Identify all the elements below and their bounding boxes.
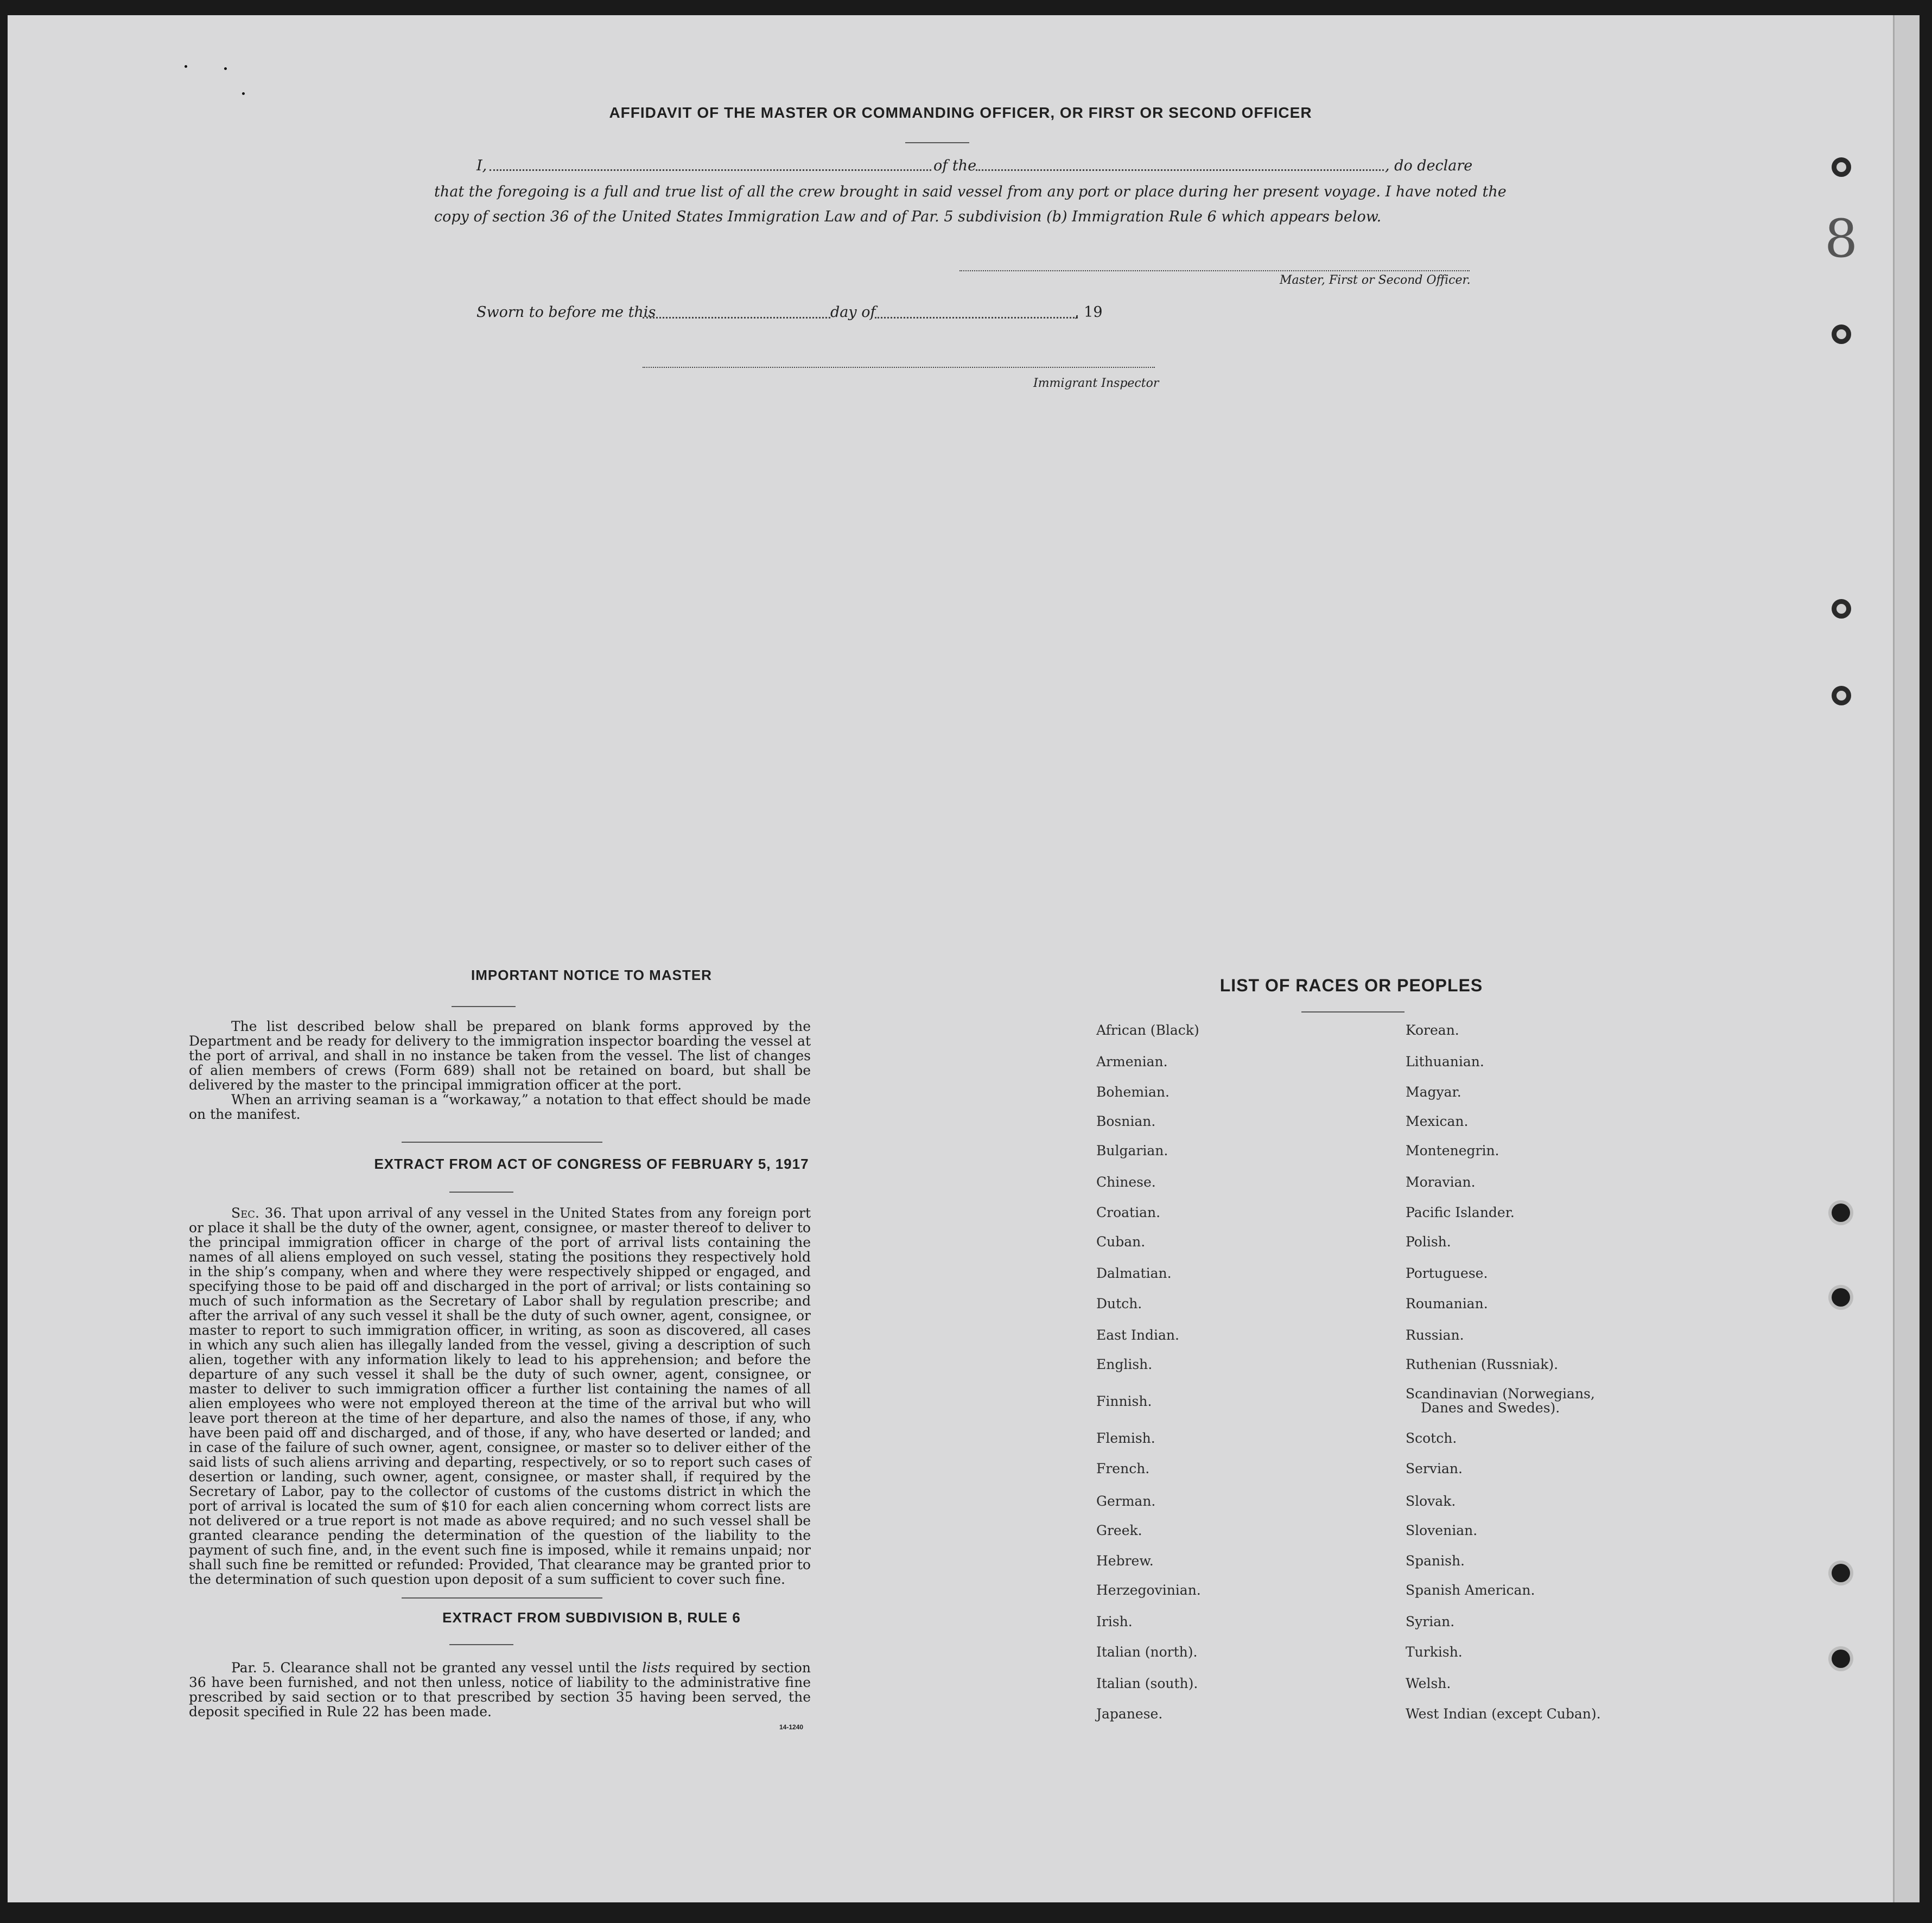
race-item: Italian (south). — [1096, 1676, 1198, 1691]
race-item-continued: Danes and Swedes). — [1421, 1400, 1560, 1416]
affidavit-title: AFFIDAVIT OF THE MASTER OR COMMANDING OFFICER, OR FIRST OR SECOND OFFICER — [609, 104, 1312, 121]
race-item: Russian. — [1406, 1327, 1464, 1343]
binder-hole — [1832, 686, 1851, 705]
binder-hole — [1832, 157, 1851, 177]
extract-rule-underline — [449, 1644, 513, 1645]
form-number: 14-1240 — [779, 1723, 804, 1731]
section-36-text: That upon arrival of any vessel in the United States from any foreign port or place it shall be the duty of the owner, agent, consignee, or master thereof to deliver to the principal immigration officer in charge of the port of arrival lists containing the names of all aliens employed on such vessel, stating the positions they respectively hold in the ship’s company, when and where they were respectively shipped or engaged, and specifying those to be paid off and discharged in the port of arrival; or lists containing so much of such information as the Secretary of Labor shall by regulation prescribe; and after the arrival of any such vessel it shall be the duty of such owner, agent, consignee, or master to report to such immigration officer, in writing, as soon as discovered, all cases in which any such alien has illegally landed from the vessel, giving a description of such alien, together with any information likely to lead to his apprehension; and before the departure of any such vessel it shall be the duty of such owner, agent, consignee, or master to deliver to such immigration officer a further list containing the names of all alien employees who were not employed thereon at the time of the arrival but who will leave port thereon at the time of her departure, and also the names of those, if any, who have been paid off and discharged, and of those, if any, who have deserted or landed; and in case of the failure of such owner, agent, consignee, or master so to deliver either of the said lists of such aliens arriving and departing, respectively, or so to report such cases of desertion or landing, such owner, agent, consignee, or master shall, if required by the Secretary of Labor, pay to the collector of customs of the customs district in which the port of arrival is located the sum of $10 for each alien concerning whom correct lists are not delivered or a true report is not made as above required; and no such vessel shall be granted clearance pending the determination of the question of the liability to the payment of such fine, and, in the event such fine is imposed, while it remains unpaid; nor shall such fine be remitted or refunded: Provided, That clearance may be granted prior to the determination of such question upon deposit of a sum sufficient to cover such fine. — [189, 1205, 811, 1587]
race-item: Armenian. — [1096, 1054, 1168, 1069]
binder-hole — [1832, 1650, 1850, 1668]
inspector-line — [643, 367, 1155, 368]
notice-paragraph-1: The list described below shall be prepared on blank forms approved by the Department and be ready for delivery to the immigration inspector boarding the vessel at the port of arrival, and shall in no instance be taken from the vessel. The list of changes of alien members of crews (Form 689) shall not be retained on board, but shall be delivered by the master to the principal immigration officer at the port. — [189, 1018, 811, 1093]
race-item: Japanese. — [1096, 1706, 1163, 1722]
title-underline — [905, 142, 969, 143]
speck — [242, 92, 245, 95]
rule-text-emphasis: lists — [642, 1660, 671, 1676]
affidavit-i: I, — [476, 157, 487, 174]
races-underline — [1301, 1011, 1404, 1013]
binder-hole — [1832, 1204, 1850, 1222]
race-item: Mexican. — [1406, 1113, 1469, 1129]
rule-text-pre: Par. 5. Clearance shall not be granted any vessel until the — [231, 1660, 643, 1676]
races-title: LIST OF RACES OR PEOPLES — [1219, 976, 1483, 995]
extract-act-body — [189, 1206, 811, 1587]
race-item: Dalmatian. — [1096, 1265, 1172, 1281]
extract-act-title: EXTRACT FROM ACT OF CONGRESS OF FEBRUARY 5, 1917 — [374, 1156, 809, 1172]
race-item: Portuguese. — [1406, 1265, 1488, 1281]
race-item: English. — [1096, 1357, 1153, 1372]
race-item: Slovak. — [1406, 1493, 1456, 1509]
binder-hole — [1832, 324, 1851, 344]
notice-body — [189, 1019, 811, 1122]
signature-caption: Master, First or Second Officer. — [1280, 273, 1471, 287]
race-item: West Indian (except Cuban). — [1406, 1706, 1601, 1722]
race-item: Italian (north). — [1096, 1644, 1198, 1660]
affidavit-declare: , do declare — [1385, 157, 1473, 174]
race-item: Pacific Islander. — [1406, 1205, 1515, 1220]
sworn-day-field — [643, 317, 830, 319]
affidavit-line-2: that the foregoing is a full and true list of all the crew brought in said vessel from any port or place during her present voyage. I have noted the — [434, 183, 1507, 200]
section-divider — [402, 1142, 602, 1143]
extract-rule-body — [189, 1660, 811, 1719]
extract-rule-title: EXTRACT FROM SUBDIVISION B, RULE 6 — [442, 1609, 741, 1626]
race-item: Bohemian. — [1096, 1084, 1170, 1100]
race-item: Montenegrin. — [1406, 1143, 1499, 1158]
race-item: African (Black) — [1096, 1022, 1199, 1038]
section-label: Sec. 36. — [231, 1205, 287, 1221]
race-item: Flemish. — [1096, 1430, 1155, 1446]
speck — [224, 67, 227, 70]
sworn-day-of: day of — [830, 304, 876, 321]
race-item: Roumanian. — [1406, 1296, 1488, 1311]
binder-hole — [1832, 1564, 1850, 1582]
rule-text-post: required by section 36 have been furnished, and not then unless, notice of liability to the administrative fine prescribed by said section or to that prescribed by section 35 having been served, the deposit specified in Rule 22 has been made. — [189, 1660, 811, 1720]
race-item: Polish. — [1406, 1234, 1451, 1250]
race-item: Scandinavian (Norwegians, — [1406, 1386, 1595, 1402]
notice-underline — [452, 1006, 516, 1007]
race-item: Greek. — [1096, 1523, 1142, 1538]
race-item: Servian. — [1406, 1461, 1463, 1476]
page-edge — [1893, 15, 1920, 1902]
affidavit-line-3: copy of section 36 of the United States Immigration Law and of Par. 5 subdivision (b) Immigration Rule 6 which appears below. — [434, 208, 1382, 225]
race-item: German. — [1096, 1493, 1156, 1509]
name-field — [490, 169, 931, 171]
race-item: Irish. — [1096, 1614, 1133, 1629]
binder-hole — [1832, 1288, 1850, 1307]
sworn-month-field — [875, 317, 1078, 319]
signature-line — [959, 270, 1470, 271]
race-item: Moravian. — [1406, 1174, 1476, 1190]
race-item: Finnish. — [1096, 1393, 1152, 1409]
extract-act-underline — [449, 1192, 513, 1193]
race-item: Slovenian. — [1406, 1523, 1478, 1538]
affidavit-of-the: of the — [933, 157, 977, 174]
notice-paragraph-2: When an arriving seaman is a “workaway,” a notation to that effect should be made on the manifest. — [189, 1092, 811, 1122]
race-item: Welsh. — [1406, 1676, 1451, 1691]
race-item: Hebrew. — [1096, 1553, 1154, 1569]
race-item: Spanish American. — [1406, 1582, 1535, 1598]
race-item: Bulgarian. — [1096, 1143, 1168, 1158]
sworn-year: , 19 — [1075, 304, 1103, 321]
inspector-caption: Immigrant Inspector — [1033, 377, 1159, 390]
race-item: French. — [1096, 1461, 1150, 1476]
race-item: Cuban. — [1096, 1234, 1146, 1250]
race-item: East Indian. — [1096, 1327, 1179, 1343]
race-item: Syrian. — [1406, 1614, 1455, 1629]
race-item: Korean. — [1406, 1022, 1459, 1038]
race-item: Herzegovinian. — [1096, 1582, 1201, 1598]
race-item: Croatian. — [1096, 1205, 1161, 1220]
race-item: Spanish. — [1406, 1553, 1465, 1569]
race-item: Bosnian. — [1096, 1113, 1156, 1129]
binder-hole — [1832, 599, 1851, 619]
race-item: Turkish. — [1406, 1644, 1463, 1660]
sworn-prefix: Sworn to before me this — [476, 304, 656, 321]
race-item: Scotch. — [1406, 1430, 1457, 1446]
race-item: Magyar. — [1406, 1084, 1461, 1100]
vessel-field — [976, 169, 1384, 171]
margin-mark: 8 — [1825, 208, 1858, 269]
race-item: Dutch. — [1096, 1296, 1142, 1311]
notice-title: IMPORTANT NOTICE TO MASTER — [471, 967, 712, 983]
race-item: Ruthenian (Russniak). — [1406, 1357, 1559, 1372]
speck — [185, 65, 187, 68]
race-item: Lithuanian. — [1406, 1054, 1484, 1069]
race-item: Chinese. — [1096, 1174, 1156, 1190]
section-divider — [402, 1597, 602, 1599]
